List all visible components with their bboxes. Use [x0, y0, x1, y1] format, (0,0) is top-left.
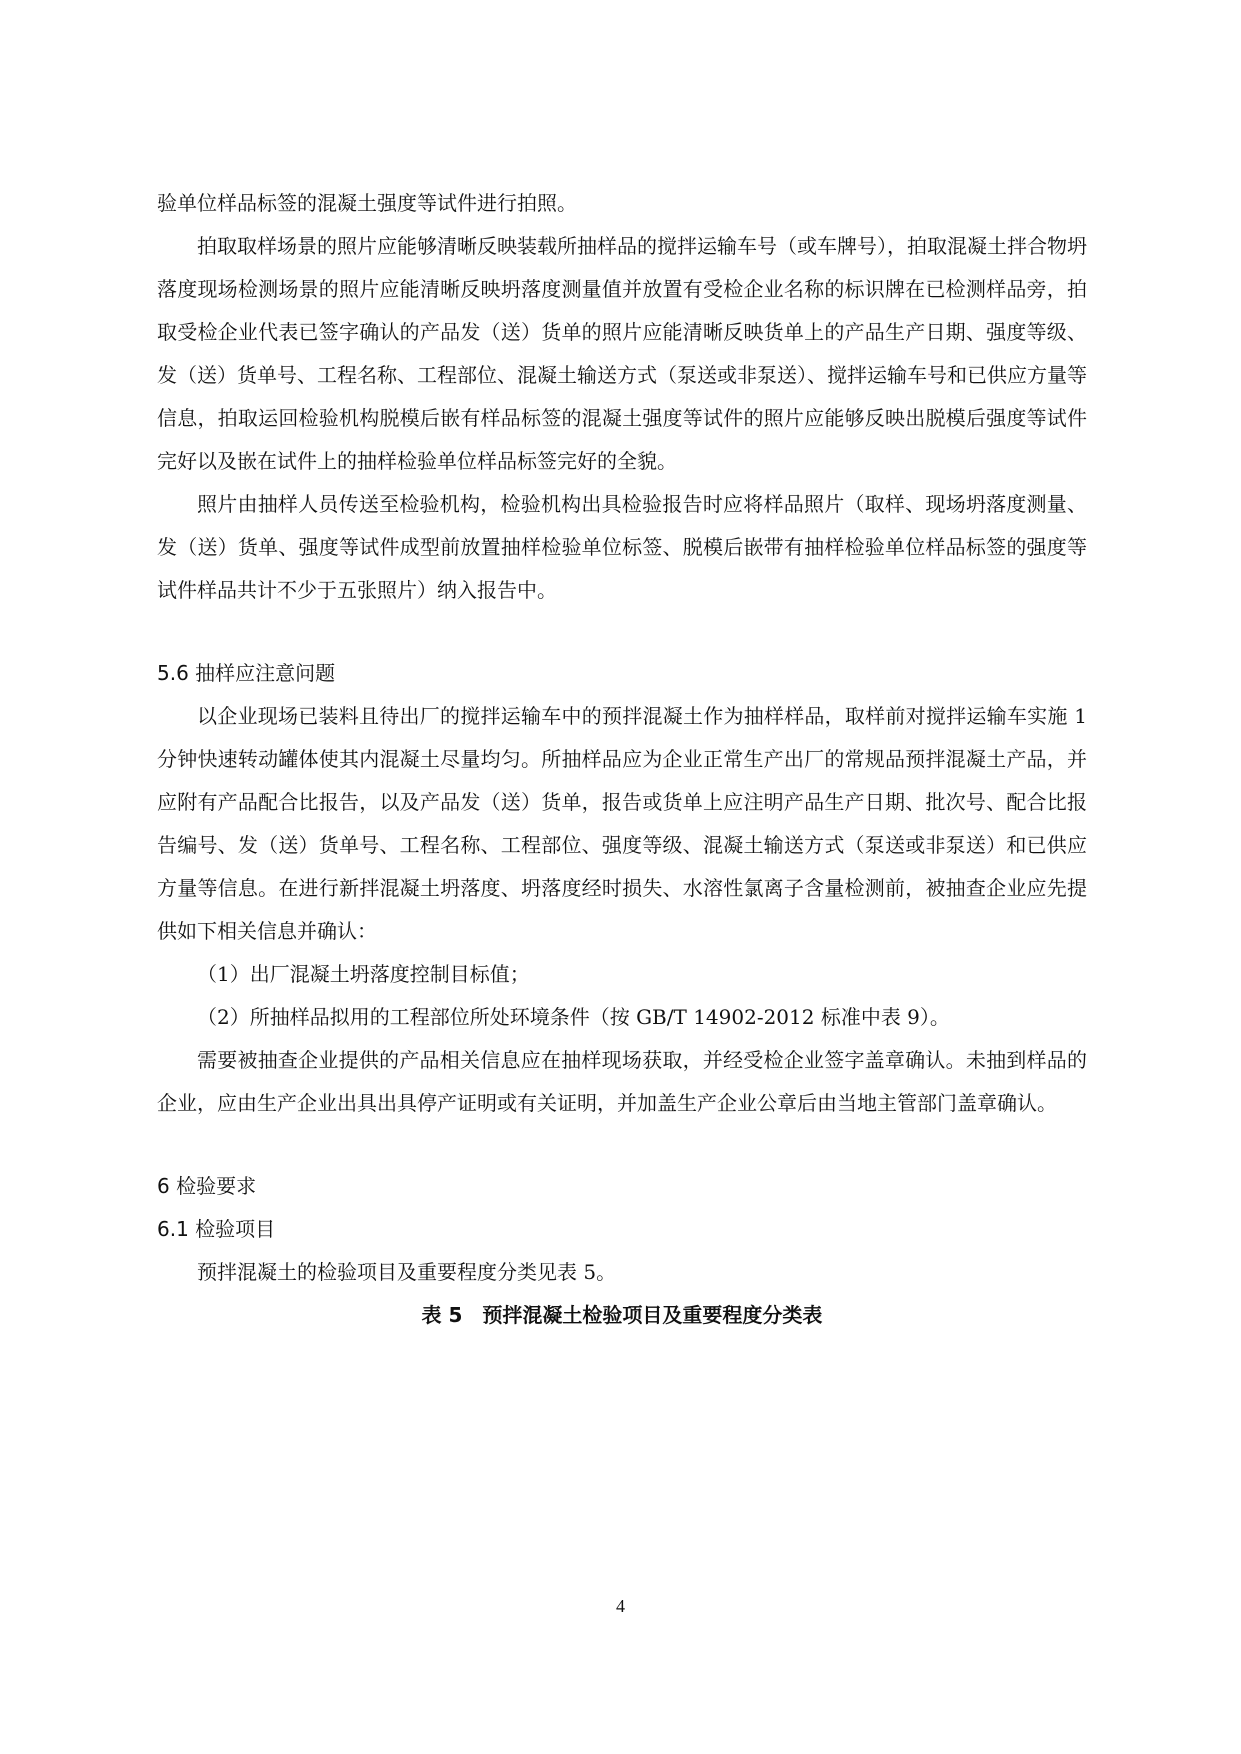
spacer [157, 612, 1087, 652]
table-caption: 表 5 预拌混凝土检验项目及重要程度分类表 [421, 1303, 823, 1327]
paragraph-photo-label: 验单位样品标签的混凝土强度等试件进行拍照。 [157, 191, 577, 215]
paragraph-photo-requirements: 拍取取样场景的照片应能够清晰反映装载所抽样品的搅拌运输车号（或车牌号），拍取混凝土拌合物坍落度现场检测场景的照片应能清晰反映坍落度测量值并放置有受检企业名称的标识牌在已检测样品旁，拍取受检企业代表已签字确认的产品发（送）货单的照片应能清晰反映货单上的产品生产日期、强度等级、发（送）货单号、工程名称、工程部位、混凝土输送方式（泵送或非泵送）、搅拌运输车号和已供应方量等信息，拍取运回检验机构脱模后嵌有样品标签的混凝土强度等试件的照片应能够反映出脱模后强度等试件完好以及嵌在试件上的抽样检验单位样品标签完好的全貌。 [157, 234, 1087, 473]
list-item: （1）出厂混凝土坍落度控制目标值； [197, 962, 530, 986]
list-item: （2）所抽样品拟用的工程部位所处环境条件（按 GB/T 14902-2012 标准中表 9）。 [197, 1005, 950, 1029]
page-number: 4 [616, 1596, 625, 1616]
page-content [157, 182, 1087, 1337]
paragraph-sampling-notes: 以企业现场已装料且待出厂的搅拌运输车中的预拌混凝土作为抽样样品，取样前对搅拌运输车实施 1 分钟快速转动罐体使其内混凝土尽量均匀。所抽样品应为企业正常生产出厂的常规品预拌混凝土产品，并应附有产品配合比报告，以及产品发（送）货单，报告或货单上应注明产品生产日期、批次号、配合比报告编号、发（送）货单号、工程名称、工程部位、强度等级、混凝土输送方式（泵送或非泵送）和已供应方量等信息。在进行新拌混凝土坍落度、坍落度经时损失、水溶性氯离子含量检测前，被抽查企业应先提供如下相关信息并确认： [157, 704, 1087, 943]
section-6-1-heading: 6.1 检验项目 [157, 1217, 276, 1241]
paragraph-photo-transfer: 照片由抽样人员传送至检验机构，检验机构出具检验报告时应将样品照片（取样、现场坍落度测量、发（送）货单、强度等试件成型前放置抽样检验单位标签、脱模后嵌带有抽样检验单位样品标签的强度等试件样品共计不少于五张照片）纳入报告中。 [157, 492, 1087, 602]
section-5-6-heading: 5.6 抽样应注意问题 [157, 661, 336, 685]
paragraph-confirmation: 需要被抽查企业提供的产品相关信息应在抽样现场获取，并经受检企业签字盖章确认。未抽到样品的企业，应由生产企业出具出具停产证明或有关证明，并加盖生产企业公章后由当地主管部门盖章确认。 [157, 1048, 1087, 1115]
section-6-heading: 6 检验要求 [157, 1174, 257, 1198]
spacer [157, 1125, 1087, 1165]
paragraph-inspection-items: 预拌混凝土的检验项目及重要程度分类见表 5。 [197, 1260, 617, 1284]
